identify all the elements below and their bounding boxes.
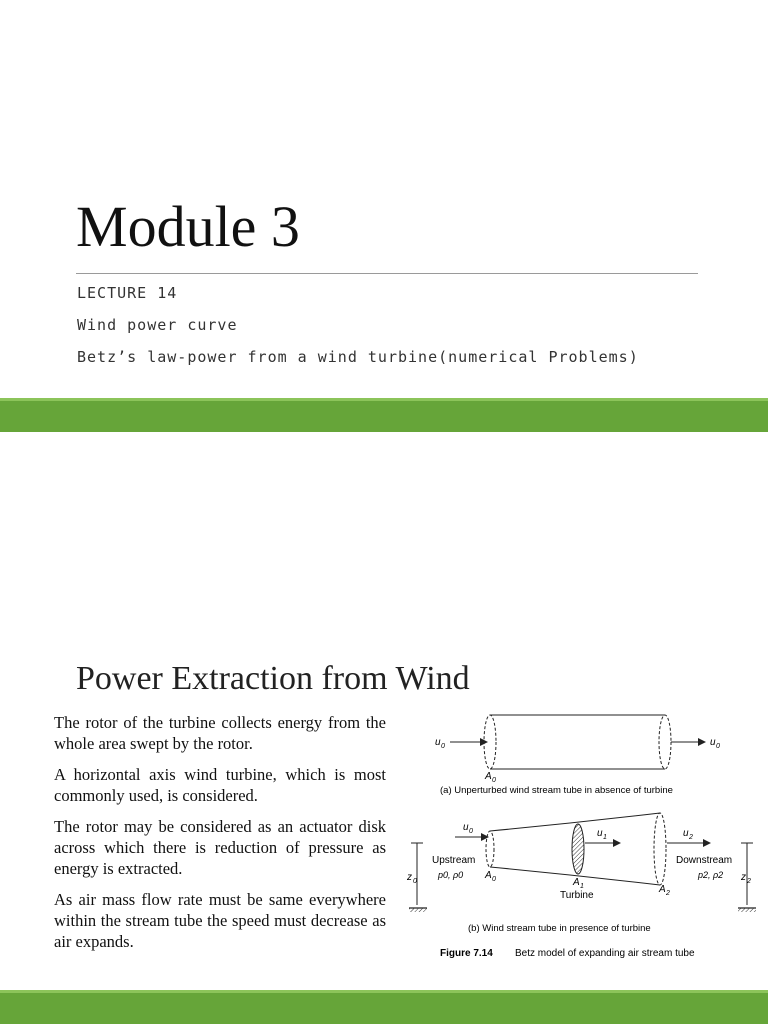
- label-a2: A: [659, 884, 666, 895]
- caption-b: (b) Wind stream tube in presence of turbine: [468, 923, 651, 934]
- topic-line-1: Wind power curve: [77, 316, 238, 334]
- svg-text:2: 2: [747, 878, 751, 885]
- tube-b: [406, 813, 756, 912]
- actuator-disk: [572, 824, 584, 874]
- label-u0-a-right: u: [710, 737, 716, 748]
- label-a1: A: [573, 877, 580, 888]
- paragraph-2: A horizontal axis wind turbine, which is most commonly used, is considered.: [54, 765, 386, 805]
- label-a0-b: A: [485, 870, 492, 881]
- svg-text:1: 1: [580, 883, 584, 890]
- label-turbine: Turbine: [560, 890, 594, 901]
- label-u0-b: u: [463, 822, 469, 833]
- label-downstream: Downstream: [676, 855, 733, 866]
- svg-text:0: 0: [413, 878, 417, 885]
- svg-text:0: 0: [469, 828, 473, 835]
- figure-caption: Betz model of expanding air stream tube: [515, 948, 695, 959]
- body-text: [54, 712, 386, 962]
- slide-title: Module 3: [76, 194, 300, 259]
- tube-a: [435, 715, 720, 784]
- slide-divider-band: [0, 398, 768, 432]
- paragraph-1: The rotor of the turbine collects energy from the whole area swept by the rotor.: [54, 713, 386, 753]
- title-divider: [76, 273, 698, 274]
- svg-text:1: 1: [603, 834, 607, 841]
- label-a0-a: A: [485, 771, 492, 782]
- label-u2: u: [683, 828, 689, 839]
- label-z2: z: [741, 872, 746, 883]
- footer-band: [0, 990, 768, 1024]
- title-slide: [0, 0, 768, 400]
- label-z0: z: [407, 872, 412, 883]
- label-downstream-vars: p2, ρ2: [698, 870, 724, 880]
- topic-line-2: Betz’s law-power from a wind turbine(numerical Problems): [77, 348, 639, 366]
- svg-text:0: 0: [716, 743, 720, 750]
- section-title: Power Extraction from Wind: [76, 660, 470, 697]
- svg-text:0: 0: [441, 743, 445, 750]
- svg-text:2: 2: [689, 834, 693, 841]
- paragraph-3: The rotor may be considered as an actuator disk across which there is reduction of pressure as energy is extracted.: [54, 817, 386, 878]
- label-u0-a-left: u: [435, 737, 441, 748]
- label-u1: u: [597, 828, 603, 839]
- label-upstream-vars: p0, ρ0: [438, 870, 464, 880]
- svg-text:0: 0: [492, 876, 496, 883]
- lecture-number: LECTURE 14: [77, 284, 178, 302]
- figure-label: Figure 7.14: [440, 948, 493, 959]
- caption-a: (a) Unperturbed wind stream tube in absence of turbine: [440, 785, 673, 796]
- svg-text:0: 0: [492, 777, 496, 784]
- paragraph-4: As air mass flow rate must be same everywhere within the stream tube the speed must decrease as air expands.: [54, 890, 386, 951]
- label-upstream: Upstream: [432, 855, 476, 866]
- stream-tube-diagram: [405, 705, 765, 975]
- svg-text:2: 2: [666, 890, 670, 897]
- betz-figure: [405, 705, 765, 975]
